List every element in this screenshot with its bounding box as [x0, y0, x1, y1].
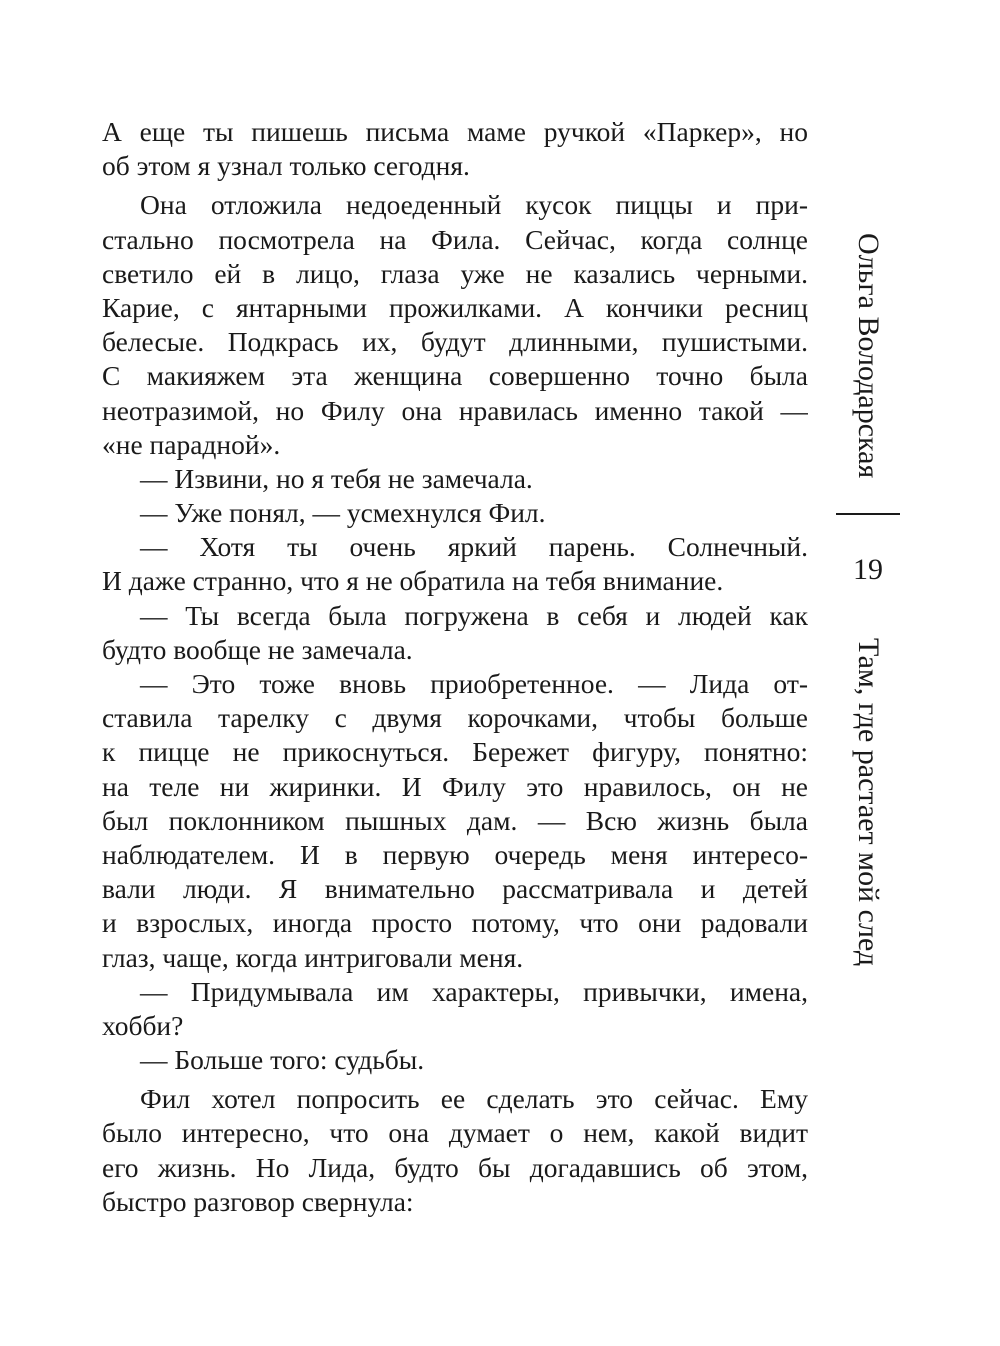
text-line: — Это тоже вновь приобретенное. — Лида от-: [140, 668, 808, 699]
text-line: быстро разговор свернула:: [102, 1185, 414, 1217]
text-line: И даже странно, что я не обратила на тебя внимание.: [102, 565, 724, 597]
text-line: будто вообще не замечала.: [102, 633, 413, 665]
text-line: А еще ты пишешь письма маме ручкой «Паркер», но: [102, 116, 808, 147]
running-header: [836, 200, 900, 1000]
text-line: хобби?: [102, 1009, 184, 1041]
body-text: [102, 115, 808, 1219]
text-line: и взрослых, иногда просто потому, что они радовали: [102, 907, 808, 939]
text-line: светило ей в лицо, глаза уже не казались черными.: [102, 257, 808, 289]
page-number: 19: [853, 553, 883, 586]
text-line: об этом я узнал только сегодня.: [102, 150, 470, 182]
text-line: «не парадной».: [102, 428, 281, 460]
text-line: стально посмотрела на Фила. Сейчас, когда солнце: [102, 223, 808, 255]
text-line: — Хотя ты очень яркий парень. Солнечный.: [140, 531, 808, 563]
text-line: — Извини, но я тебя не замечала.: [140, 462, 533, 494]
text-line: — Ты всегда была погружена в себя и людей как: [140, 599, 808, 631]
text-line: на теле ни жиринки. И Филу это нравилось, он не: [102, 770, 808, 802]
text-line: вали люди. Я внимательно рассматривала и детей: [102, 873, 808, 905]
text-line: неотразимой, но Филу она нравилась именно такой —: [102, 394, 808, 426]
text-line: Фил хотел попросить ее сделать это сейчас. Ему: [140, 1083, 808, 1115]
text-line: наблюдателем. И в первую очередь меня интересо-: [102, 838, 808, 870]
text-line: было интересно, что она думает о нем, какой видит: [102, 1117, 808, 1149]
text-line: — Уже понял, — усмехнулся Фил.: [140, 497, 546, 529]
text-line: — Больше того: судьбы.: [140, 1044, 425, 1076]
book-title: Там, где растает мой след: [852, 638, 885, 967]
text-line: Карие, с янтарными прожилками. А кончики ресниц: [102, 291, 808, 323]
text-line: — Придумывала им характеры, привычки, имена,: [140, 975, 808, 1007]
text-line: Она отложила недоеденный кусок пиццы и при-: [140, 189, 808, 221]
text-line: С макияжем эта женщина совершенно точно была: [102, 360, 808, 392]
text-line: белесые. Подкрась их, будут длинными, пушистыми.: [102, 326, 808, 358]
text-line: глаз, чаще, когда интриговали меня.: [102, 941, 524, 973]
text-line: ставила тарелку с двумя корочками, чтобы больше: [102, 702, 808, 734]
header-divider: [836, 513, 900, 515]
text-line: его жизнь. Но Лида, будто бы догадавшись об этом,: [102, 1151, 808, 1183]
text-line: к пицце не прикоснуться. Бережет фигуру, понятно:: [102, 736, 808, 768]
author-name: Ольга Володарская: [852, 232, 885, 478]
text-line: был поклонником пышных дам. — Всю жизнь была: [102, 804, 808, 836]
